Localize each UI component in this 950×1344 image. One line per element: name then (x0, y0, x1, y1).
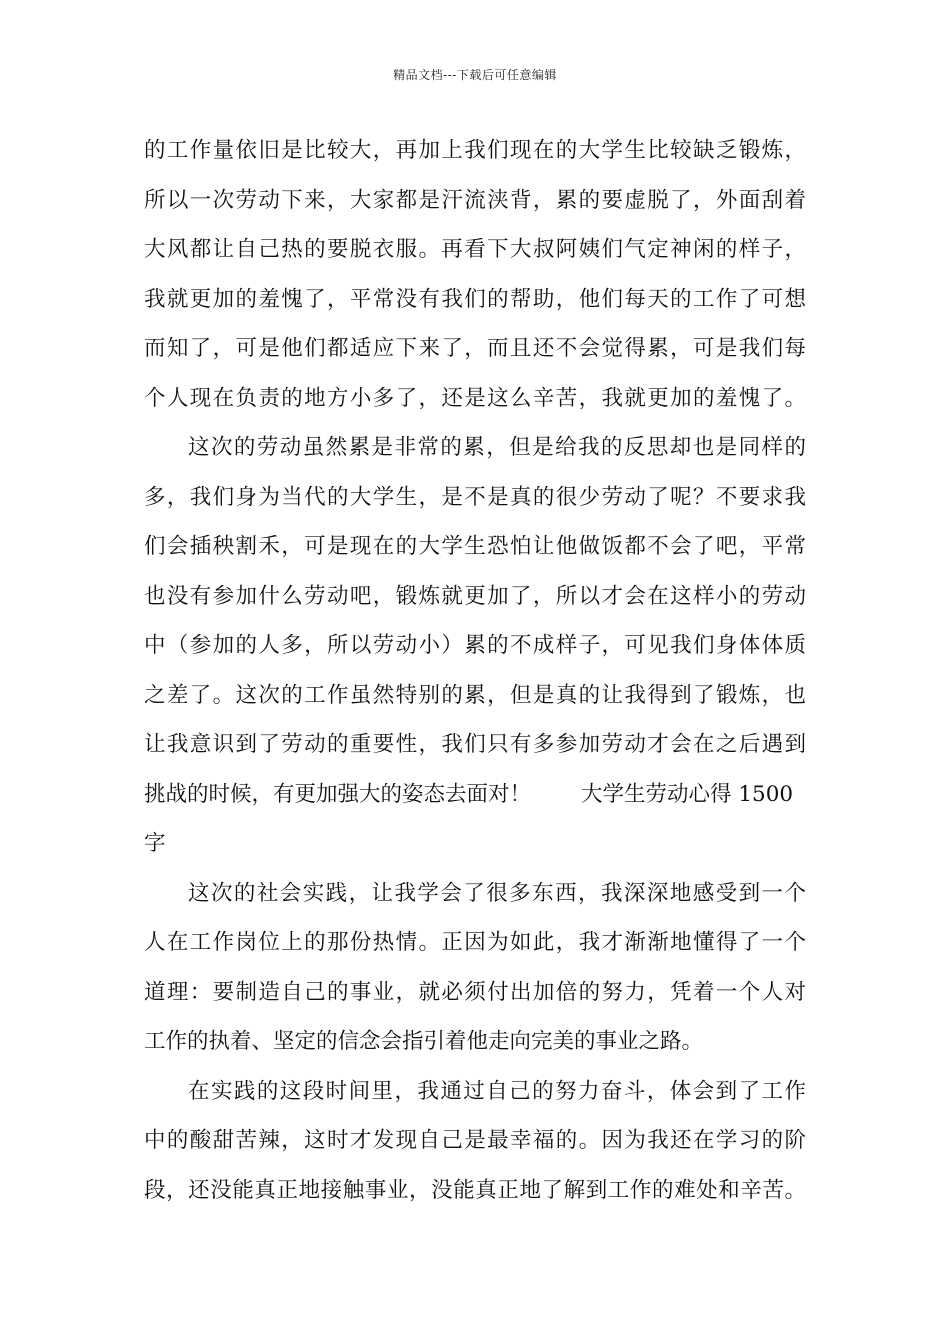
text-line (144, 918, 806, 968)
line-text: 的工作量依旧是比较大，再加上我们现在的大学生比较缺乏锻炼， (144, 138, 806, 163)
line-text: 段，还没能真正地接触事业，没能真正地了解到工作的难处和辛苦。 (144, 1177, 806, 1203)
body-text (144, 126, 806, 1215)
text-line (144, 1067, 806, 1117)
line-text: 这次的劳动虽然累是非常的累，但是给我的反思却也是同样的 (188, 435, 806, 460)
text-line (144, 1116, 806, 1166)
line-text: 我就更加的羞愧了，平常没有我们的帮助，他们每天的工作了可想 (144, 286, 806, 312)
text-line (144, 225, 806, 275)
text-line (144, 819, 806, 869)
text-line (144, 473, 806, 523)
text-line (144, 621, 806, 671)
line-text: 在实践的这段时间里，我通过自己的努力奋斗，体会到了工作 (188, 1078, 806, 1104)
text-line (144, 126, 806, 176)
text-line (144, 1017, 806, 1067)
section-title: 大学生劳动心得 1500 (581, 781, 794, 807)
text-line (144, 968, 806, 1018)
text-line (144, 720, 806, 770)
line-text: 个人现在负责的地方小多了，还是这么辛苦，我就更加的羞愧了。 (144, 385, 806, 411)
text-line (144, 522, 806, 572)
line-text: 道理：要制造自己的事业，就必须付出加倍的努力，凭着一个人对 (144, 979, 806, 1005)
line-text: 中（参加的人多，所以劳动小）累的不成样子，可见我们身体体质 (144, 633, 806, 658)
text-line (144, 1166, 806, 1216)
text-line (144, 572, 806, 622)
text-line (144, 869, 806, 919)
text-line (144, 423, 806, 473)
page-header: 精品文档---下载后可任意编辑 (393, 68, 557, 82)
text-line (144, 324, 806, 374)
text-line (144, 275, 806, 325)
line-text: 人在工作岗位上的那份热情。正因为如此，我才渐渐地懂得了一个 (144, 930, 806, 955)
line-text: 而知了，可是他们都适应下来了，而且还不会觉得累，可是我们每 (144, 336, 806, 361)
line-text: 也没有参加什么劳动吧，锻炼就更加了，所以才会在这样小的劳动 (144, 583, 806, 609)
line-text: 多，我们身为当代的大学生，是不是真的很少劳动了呢？不要求我 (144, 484, 806, 510)
line-text: 中的酸甜苦辣，这时才发现自己是最幸福的。因为我还在学习的阶 (144, 1128, 806, 1153)
line-text: 工作的执着、坚定的信念会指引着他走向完美的事业之路。 (144, 1029, 704, 1054)
line-text: 大风都让自己热的要脱衣服。再看下大叔阿姨们气定神闲的样子， (144, 237, 806, 262)
text-line (144, 671, 806, 721)
line-text: 字 (144, 831, 166, 856)
line-text: 所以一次劳动下来，大家都是汗流浃背，累的要虚脱了，外面刮着 (144, 187, 806, 213)
text-line (144, 176, 806, 226)
line-text: 们会插秧割禾，可是现在的大学生恐怕让他做饭都不会了吧，平常 (144, 534, 806, 559)
line-text: 这次的社会实践，让我学会了很多东西，我深深地感受到一个 (188, 880, 806, 906)
line-text: 之差了。这次的工作虽然特别的累，但是真的让我得到了锻炼，也 (144, 682, 806, 708)
line-text: 让我意识到了劳动的重要性，我们只有多参加劳动才会在之后遇到 (144, 732, 806, 757)
line-text: 挑战的时候，有更加强大的姿态去面对！ (144, 781, 532, 807)
text-line (144, 374, 806, 424)
text-line (144, 770, 806, 820)
